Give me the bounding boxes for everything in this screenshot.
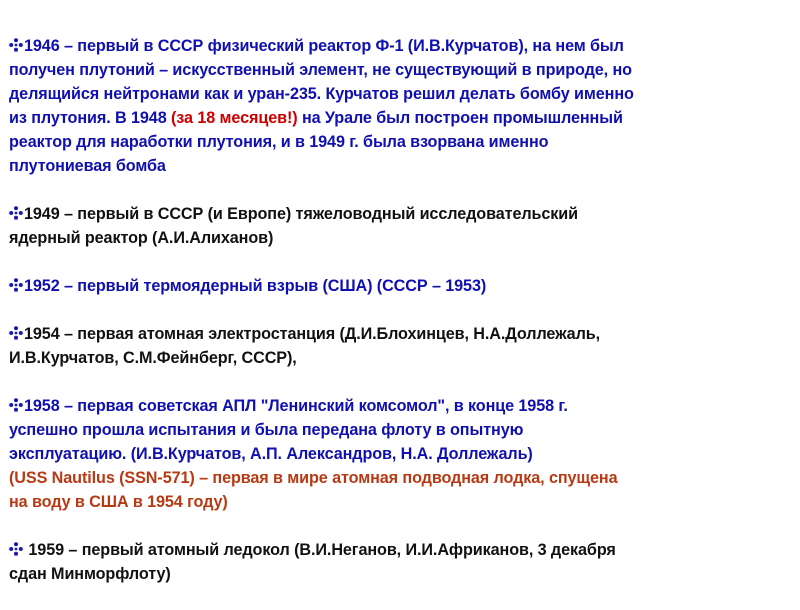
paragraph-1954	[9, 322, 793, 370]
text-run: на Урале был построен промышленный	[297, 109, 623, 127]
diamond-dots-bullet-icon	[9, 326, 23, 340]
text-run: получен плутоний – искусственный элемент, не существующий в природе, но	[9, 61, 632, 79]
text-line	[9, 538, 793, 562]
text-run: 1949 – первый в СССР (и Европе) тяжеловодный исследовательский	[24, 205, 578, 223]
paragraph-1958	[9, 394, 793, 514]
text-run: 1958 – первая советская АПЛ "Ленинский комсомол", в конце 1958 г.	[24, 397, 568, 415]
diamond-dots-bullet-icon	[9, 398, 23, 412]
text-run: 1952 – первый термоядерный взрыв (США) (СССР – 1953)	[24, 277, 487, 295]
paragraph-1952	[9, 274, 793, 298]
text-run: реактор для наработки плутония, и в 1949 г. была взорвана именно	[9, 133, 549, 151]
text-run: плутониевая бомба	[9, 157, 166, 175]
paragraph-1959	[9, 538, 793, 586]
text-line	[9, 418, 793, 442]
text-line	[9, 562, 793, 586]
text-line	[9, 226, 793, 250]
text-line	[9, 106, 793, 130]
text-run: делящийся нейтронами как и уран-235. Курчатов решил делать бомбу именно	[9, 85, 634, 103]
text-run: успешно прошла испытания и была передана флоту в опытную	[9, 421, 524, 439]
paragraph-1949	[9, 202, 793, 250]
history-text-block	[9, 34, 793, 610]
text-run: на воду в США в 1954 году)	[9, 493, 228, 511]
text-run: ядерный реактор (А.И.Алиханов)	[9, 229, 274, 247]
text-line	[9, 322, 793, 346]
text-run: эксплуатацию. (И.В.Курчатов, А.П. Александров, Н.А. Доллежаль)	[9, 445, 533, 463]
text-run: (USS Nautilus (SSN-571) – первая в мире атомная подводная лодка, спущена	[9, 469, 618, 487]
text-run: из плутония. В 1948	[9, 109, 172, 127]
diamond-dots-bullet-icon	[9, 206, 23, 220]
text-line	[9, 154, 793, 178]
text-run: И.В.Курчатов, С.М.Фейнберг, СССР),	[9, 349, 297, 367]
text-line	[9, 58, 793, 82]
text-line	[9, 130, 793, 154]
text-line	[9, 274, 793, 298]
diamond-dots-bullet-icon	[9, 278, 23, 292]
text-run: сдан Минморфлоту)	[9, 565, 171, 583]
text-line	[9, 442, 793, 466]
text-line	[9, 202, 793, 226]
text-line	[9, 394, 793, 418]
text-line	[9, 346, 793, 370]
text-line-nautilus	[9, 490, 793, 514]
text-run: 1946 – первый в СССР физический реактор Ф-1 (И.В.Курчатов), на нем был	[24, 37, 624, 55]
diamond-dots-bullet-icon	[9, 38, 23, 52]
highlight-18-months: (за 18 месяцев!)	[171, 109, 298, 127]
text-run: 1954 – первая атомная электростанция (Д.И.Блохинцев, Н.А.Доллежаль,	[24, 325, 601, 343]
text-run: 1959 – первый атомный ледокол (В.И.Неганов, И.И.Африканов, 3 декабря	[24, 541, 616, 559]
text-line-nautilus	[9, 466, 793, 490]
text-line	[9, 34, 793, 58]
text-line	[9, 82, 793, 106]
diamond-dots-bullet-icon	[9, 542, 23, 556]
paragraph-1946	[9, 34, 793, 178]
